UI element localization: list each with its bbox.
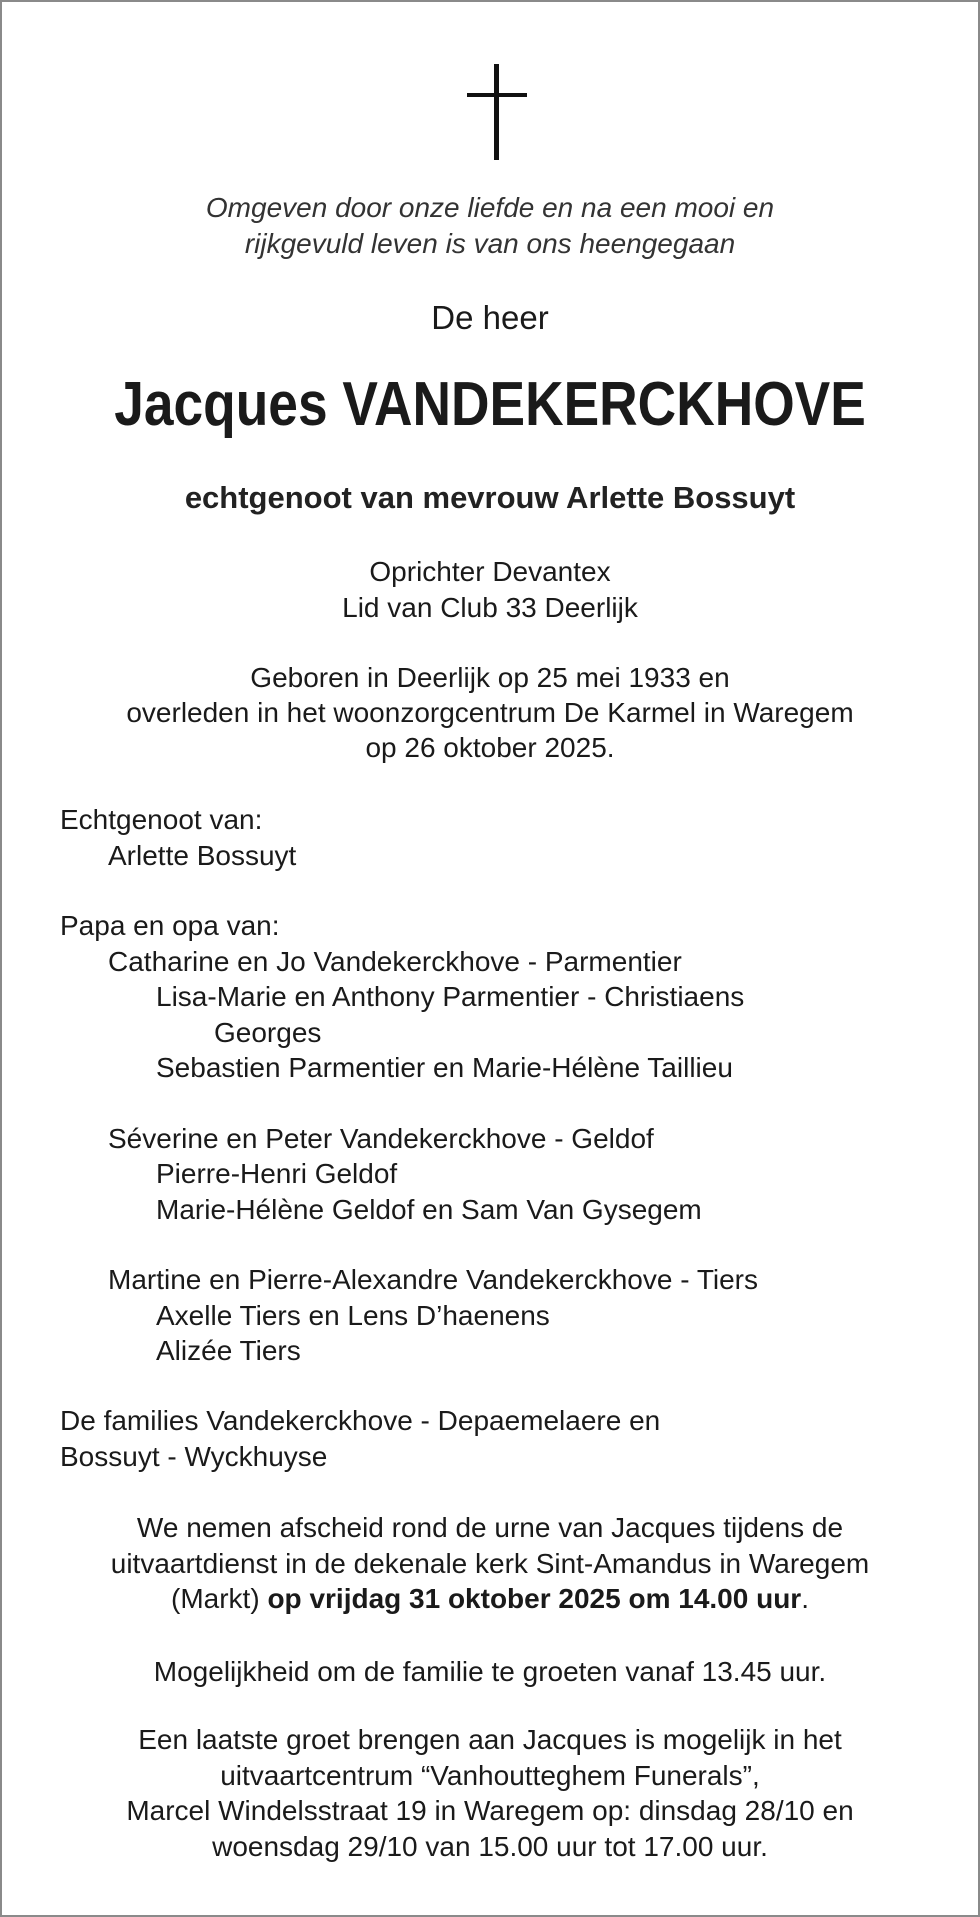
family-member: Alizée Tiers [156,1335,301,1366]
farewell-info [2,1722,978,1864]
family-member: Georges [214,1016,322,1048]
cross-icon [467,64,527,160]
spouse-section [60,802,296,873]
ceremony-date-line [2,1581,978,1617]
family-member: Pierre-Henri Geldof [156,1158,398,1189]
spouse-name: Arlette Bossuyt [108,839,297,871]
section-heading: Papa en opa van: [60,910,280,941]
family-member: Axelle Tiers en Lens D’haenens [156,1299,550,1331]
spouse-subtitle: echtgenoot van mevrouw Arlette Bossuyt [184,480,796,515]
family-member: Marie-Hélène Geldof en Sam Van Gysegem [156,1193,702,1225]
death-date-line: op 26 oktober 2025. [365,732,615,763]
intro-line: rijkgevuld leven is van ons heengegaan [244,228,736,259]
families-line: De families Vandekerckhove - Depaemelaere en [60,1405,661,1436]
families-section [60,1403,660,1474]
ceremony-line: uitvaartdienst in de dekenale kerk Sint-Amandus in Waregem [110,1547,870,1579]
roles [2,554,978,626]
ceremony-datetime: op vrijdag 31 oktober 2025 om 14.00 uur [267,1583,802,1614]
birth-line: Geboren in Deerlijk op 25 mei 1933 en [250,662,730,693]
farewell-line: woensdag 29/10 van 15.00 uur tot 17.00 uur. [212,1830,768,1862]
greeting-info: Mogelijkheid om de familie te groeten vanaf 13.45 uur. [153,1656,827,1687]
children-section [60,908,758,1369]
family-parents: Martine en Pierre-Alexandre Vandekerckhove - Tiers [108,1264,759,1295]
section-heading: Echtgenoot van: [60,804,263,835]
death-line: overleden in het woonzorgcentrum De Karmel in Waregem [126,697,854,728]
ceremony-period: . [801,1583,809,1614]
farewell-line: Marcel Windelsstraat 19 in Waregem op: dinsdag 28/10 en [126,1795,854,1826]
deceased-name: Jacques VANDEKERCKHOVE [114,370,866,439]
family-member: Sebastien Parmentier en Marie-Hélène Taillieu [156,1052,733,1083]
honorific: De heer [431,299,549,336]
family-parents: Séverine en Peter Vandekerckhove - Geldof [108,1122,654,1154]
role-line: Lid van Club 33 Deerlijk [342,592,638,623]
family-member: Lisa-Marie en Anthony Parmentier - Christiaens [156,981,745,1012]
ceremony-location: (Markt) [171,1583,268,1614]
farewell-line: uitvaartcentrum “Vanhoutteghem Funerals”, [220,1759,760,1791]
ceremony-line: We nemen afscheid rond de urne van Jacques tijdens de [136,1512,844,1543]
family-parents: Catharine en Jo Vandekerckhove - Parmentier [108,945,682,977]
intro-line: Omgeven door onze liefde en na een mooi en [205,192,775,223]
intro-text [2,190,978,262]
ceremony-info [2,1510,978,1617]
families-line: Bossuyt - Wyckhuyse [60,1440,328,1472]
role-line: Oprichter Devantex [369,556,611,587]
farewell-line: Een laatste groet brengen aan Jacques is mogelijk in het [138,1724,842,1755]
birth-death-info [2,660,978,765]
